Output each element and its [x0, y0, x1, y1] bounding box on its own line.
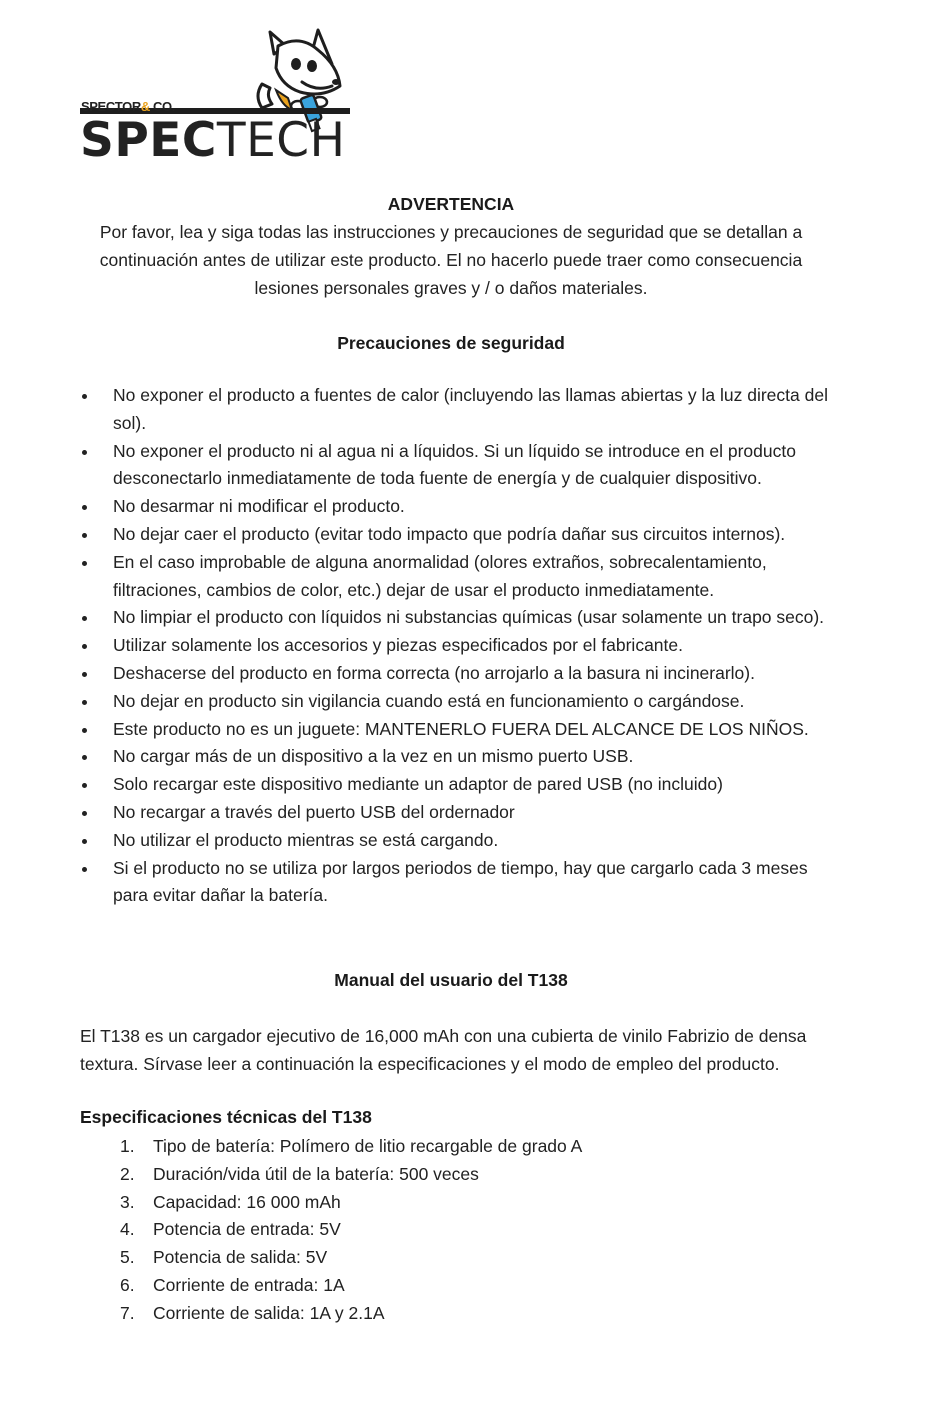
spec-item: 1. Tipo de batería: Polímero de litio recargable de grado A [120, 1136, 583, 1156]
spec-item: 2. Duración/vida útil de la batería: 500 veces [120, 1163, 479, 1184]
list-item: No recargar a través del puerto USB del ordernador [80, 799, 840, 827]
spec-item: 7. Corriente de salida: 1A y 2.1A [120, 1302, 385, 1323]
safety-list [80, 382, 840, 910]
manual-title: Manual del usuario del T138 [334, 970, 568, 990]
specs-list [80, 1133, 582, 1328]
spec-item: 4. Potencia de entrada: 5V [120, 1219, 341, 1240]
list-item: En el caso improbable de alguna anormalidad (olores extraños, sobrecalentamiento, filtraciones, cambios de color, etc.) dejar de usar el producto inmediatamente. [80, 549, 840, 605]
warning-title: ADVERTENCIA [387, 194, 515, 214]
specs-title: Especificaciones técnicas del T138 [80, 1107, 372, 1127]
warning-body [0, 218, 902, 302]
list-item: Utilizar solamente los accesorios y piezas especificados por el fabricante. [80, 632, 840, 660]
spec-item: 6. Corriente de entrada: 1A [120, 1274, 345, 1295]
warning-line: continuación antes de utilizar este producto. El no hacerlo puede traer como consecuencia [99, 250, 803, 270]
spectech-logo [80, 24, 352, 169]
list-item: No dejar en producto sin vigilancia cuando está en funcionamiento o cargándose. [80, 688, 840, 716]
list-item: Este producto no es un juguete: MANTENERLO FUERA DEL ALCANCE DE LOS NIÑOS. [80, 716, 840, 744]
manual-intro: El T138 es un cargador ejecutivo de 16,000 mAh con una cubierta de vinilo Fabrizio de densa textura. Sírvase leer a continuación la especificaciones y el modo de empleo del producto. [80, 1026, 807, 1074]
list-item: No dejar caer el producto (evitar todo impacto que podría dañar sus circuitos internos). [80, 521, 840, 549]
spec-item: 5. Potencia de salida: 5V [120, 1247, 328, 1268]
spec-item: 3. Capacidad: 16 000 mAh [120, 1191, 341, 1212]
logo-tagline: SPECTOR& CO. [81, 99, 175, 114]
list-item: Deshacerse del producto en forma correcta (no arrojarlo a la basura ni incinerarlo). [80, 660, 840, 688]
list-item: No desarmar ni modificar el producto. [80, 493, 840, 521]
logo-wordmark: SPECTECH [80, 113, 346, 168]
list-item: No utilizar el producto mientras se está cargando. [80, 827, 840, 855]
list-item: No limpiar el producto con líquidos ni substancias químicas (usar solamente un trapo seco). [80, 604, 840, 632]
warning-line: Por favor, lea y siga todas las instrucciones y precauciones de seguridad que se detallan a [99, 222, 803, 242]
warning-line: lesiones personales graves y / o daños materiales. [254, 278, 648, 298]
list-item: No exponer el producto a fuentes de calor (incluyendo las llamas abiertas y la luz directa del sol). [80, 382, 840, 438]
list-item: No exponer el producto ni al agua ni a líquidos. Si un líquido se introduce en el producto desconectarlo inmediatamente de toda fuente de energía y de cualquier dispositivo. [80, 438, 840, 494]
list-item: No cargar más de un dispositivo a la vez en un mismo puerto USB. [80, 743, 840, 771]
list-item: Si el producto no se utiliza por largos periodos de tiempo, hay que cargarlo cada 3 meses para evitar dañar la batería. [80, 855, 840, 911]
safety-title: Precauciones de seguridad [337, 333, 565, 353]
list-item: Solo recargar este dispositivo mediante un adaptor de pared USB (no incluido) [80, 771, 840, 799]
